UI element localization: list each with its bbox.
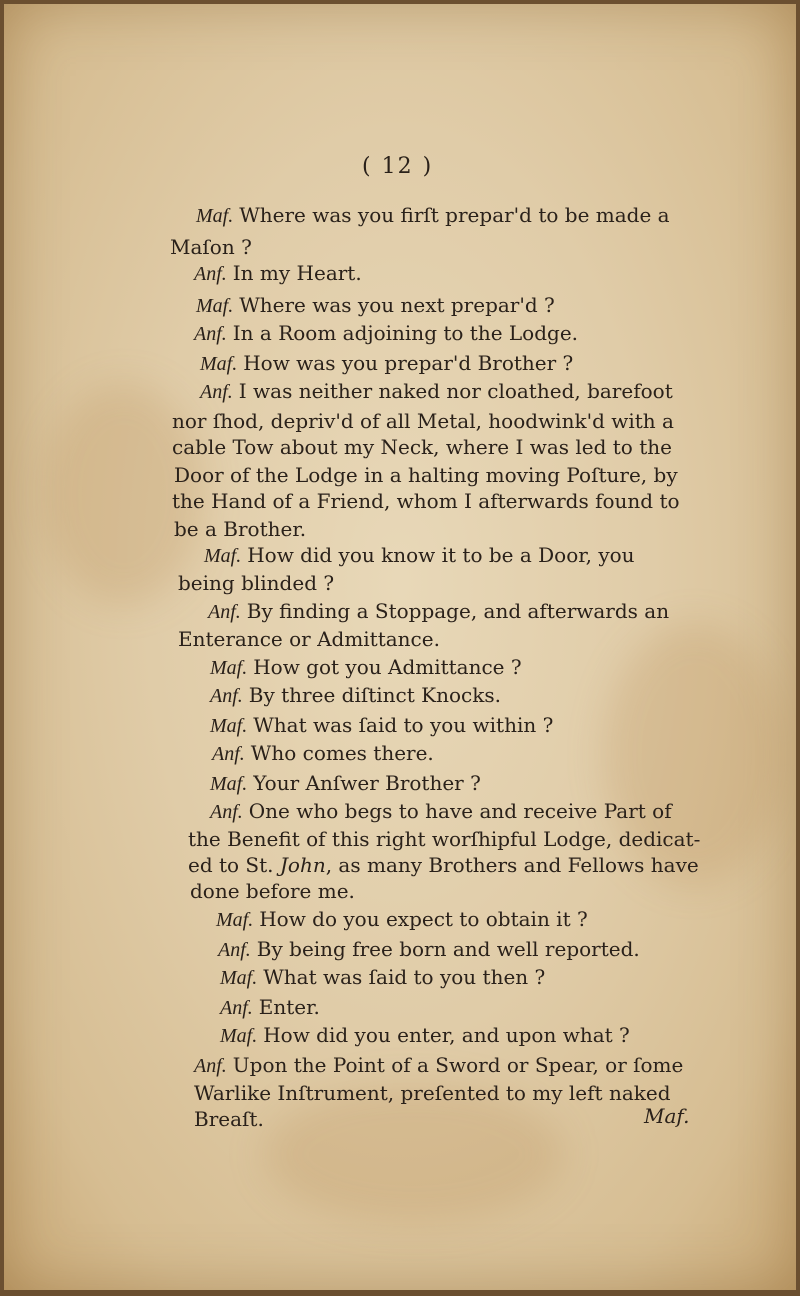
- dialogue-line: [172, 436, 672, 458]
- page-text: [4, 4, 796, 1290]
- dialogue-line: [220, 966, 545, 989]
- line-text: In my Heart.: [232, 261, 362, 285]
- dialogue-line: [210, 684, 501, 707]
- line-text: done before me.: [190, 879, 355, 903]
- line-text: Breaſt.: [194, 1107, 264, 1131]
- speaker-label: Maf.: [210, 715, 248, 737]
- line-text: Warlike Inſtrument, preſented to my left naked: [194, 1081, 671, 1105]
- dialogue-line: [178, 628, 440, 650]
- speaker-label: Anf.: [194, 323, 227, 345]
- speaker-label: Maf.: [210, 657, 248, 679]
- dialogue-line: [188, 854, 699, 876]
- line-text: How did you know it to be a Door, you: [247, 543, 635, 567]
- line-italic-text: John: [279, 853, 326, 877]
- line-text: be a Brother.: [174, 517, 307, 541]
- page-number: ( 12 ): [362, 154, 434, 179]
- dialogue-line: [194, 1054, 683, 1077]
- line-text: How do you expect to obtain it ?: [259, 907, 588, 931]
- dialogue-line: [172, 490, 680, 512]
- dialogue-line: [194, 262, 362, 285]
- line-text: nor ſhod, depriv'd of all Metal, hoodwink'd with a: [172, 409, 674, 433]
- line-text: Where was you next prepar'd ?: [239, 293, 555, 317]
- line-text: How did you enter, and upon what ?: [263, 1023, 630, 1047]
- dialogue-line: [212, 742, 434, 765]
- dialogue-line: [208, 600, 669, 623]
- speaker-label: Anf.: [194, 263, 227, 285]
- speaker-label: Anf.: [210, 801, 243, 823]
- line-text: I was neither naked nor cloathed, barefoot: [238, 379, 673, 403]
- speaker-label: Anf.: [210, 685, 243, 707]
- line-text: How got you Admittance ?: [253, 655, 522, 679]
- speaker-label: Anf.: [194, 1055, 227, 1077]
- line-text-continued: , as many Brothers and Fellows have: [325, 853, 699, 877]
- line-text: cable Tow about my Neck, where I was led to the: [172, 435, 672, 459]
- dialogue-line: [200, 380, 673, 403]
- book-page: [4, 4, 796, 1290]
- line-text: the Benefit of this right worſhipful Lodge, dedicat-: [188, 827, 701, 851]
- dialogue-line: [210, 656, 522, 679]
- line-text: What was ſaid to you then ?: [263, 965, 546, 989]
- line-text: What was ſaid to you within ?: [253, 713, 554, 737]
- dialogue-line: [194, 1108, 264, 1130]
- dialogue-line: [204, 544, 635, 567]
- line-text: the Hand of a Friend, whom I afterwards found to: [172, 489, 680, 513]
- speaker-label: Anf.: [218, 939, 251, 961]
- dialogue-line: [174, 518, 306, 540]
- line-text: Enterance or Admittance.: [178, 627, 440, 651]
- line-text: By three diſtinct Knocks.: [248, 683, 501, 707]
- speaker-label: Anf.: [208, 601, 241, 623]
- speaker-label: Anf.: [200, 381, 233, 403]
- line-text: Your Anſwer Brother ?: [253, 771, 481, 795]
- speaker-label: Maf.: [220, 967, 258, 989]
- line-text: Where was you firſt prepar'd to be made a: [239, 203, 670, 227]
- line-text: being blinded ?: [178, 571, 335, 595]
- speaker-label: Maf.: [196, 295, 234, 317]
- dialogue-line: [210, 772, 481, 795]
- speaker-label: Maf.: [216, 909, 254, 931]
- speaker-label: Anf.: [212, 743, 245, 765]
- speaker-label: Maf.: [210, 773, 248, 795]
- dialogue-line: [210, 714, 553, 737]
- dialogue-line: [174, 464, 678, 486]
- dialogue-line: [200, 352, 573, 375]
- speaker-label: Maf.: [196, 205, 234, 227]
- line-text: In a Room adjoining to the Lodge.: [232, 321, 579, 345]
- speaker-label: Anf.: [220, 997, 253, 1019]
- dialogue-line: [220, 996, 320, 1019]
- dialogue-line: [194, 322, 578, 345]
- speaker-label: Maf.: [204, 545, 242, 567]
- dialogue-line: [188, 828, 700, 850]
- dialogue-line: [178, 572, 334, 594]
- dialogue-line: [196, 204, 670, 227]
- line-text: Door of the Lodge in a halting moving Poſture, by: [174, 463, 678, 487]
- dialogue-line: [172, 410, 674, 432]
- line-text: Upon the Point of a Sword or Spear, or ſome: [232, 1053, 684, 1077]
- dialogue-line: [190, 880, 355, 902]
- line-text: By being free born and well reported.: [256, 937, 640, 961]
- dialogue-line: [196, 294, 555, 317]
- dialogue-line: [210, 800, 672, 823]
- speaker-label: Maf.: [200, 353, 238, 375]
- line-text: Maſon ?: [170, 235, 252, 259]
- dialogue-line: [216, 908, 588, 931]
- dialogue-line: [170, 236, 252, 258]
- line-text: One who begs to have and receive Part of: [248, 799, 672, 823]
- line-text: ed to St.: [188, 853, 280, 877]
- dialogue-line: [218, 938, 640, 961]
- dialogue-line: [194, 1082, 671, 1104]
- line-text: How was you prepar'd Brother ?: [243, 351, 574, 375]
- line-text: Enter.: [258, 995, 320, 1019]
- speaker-label: Maf.: [220, 1025, 258, 1047]
- dialogue-line: [220, 1024, 630, 1047]
- line-text: Who comes there.: [250, 741, 434, 765]
- catchword: Maf.: [644, 1104, 690, 1128]
- line-text: By finding a Stoppage, and afterwards an: [246, 599, 670, 623]
